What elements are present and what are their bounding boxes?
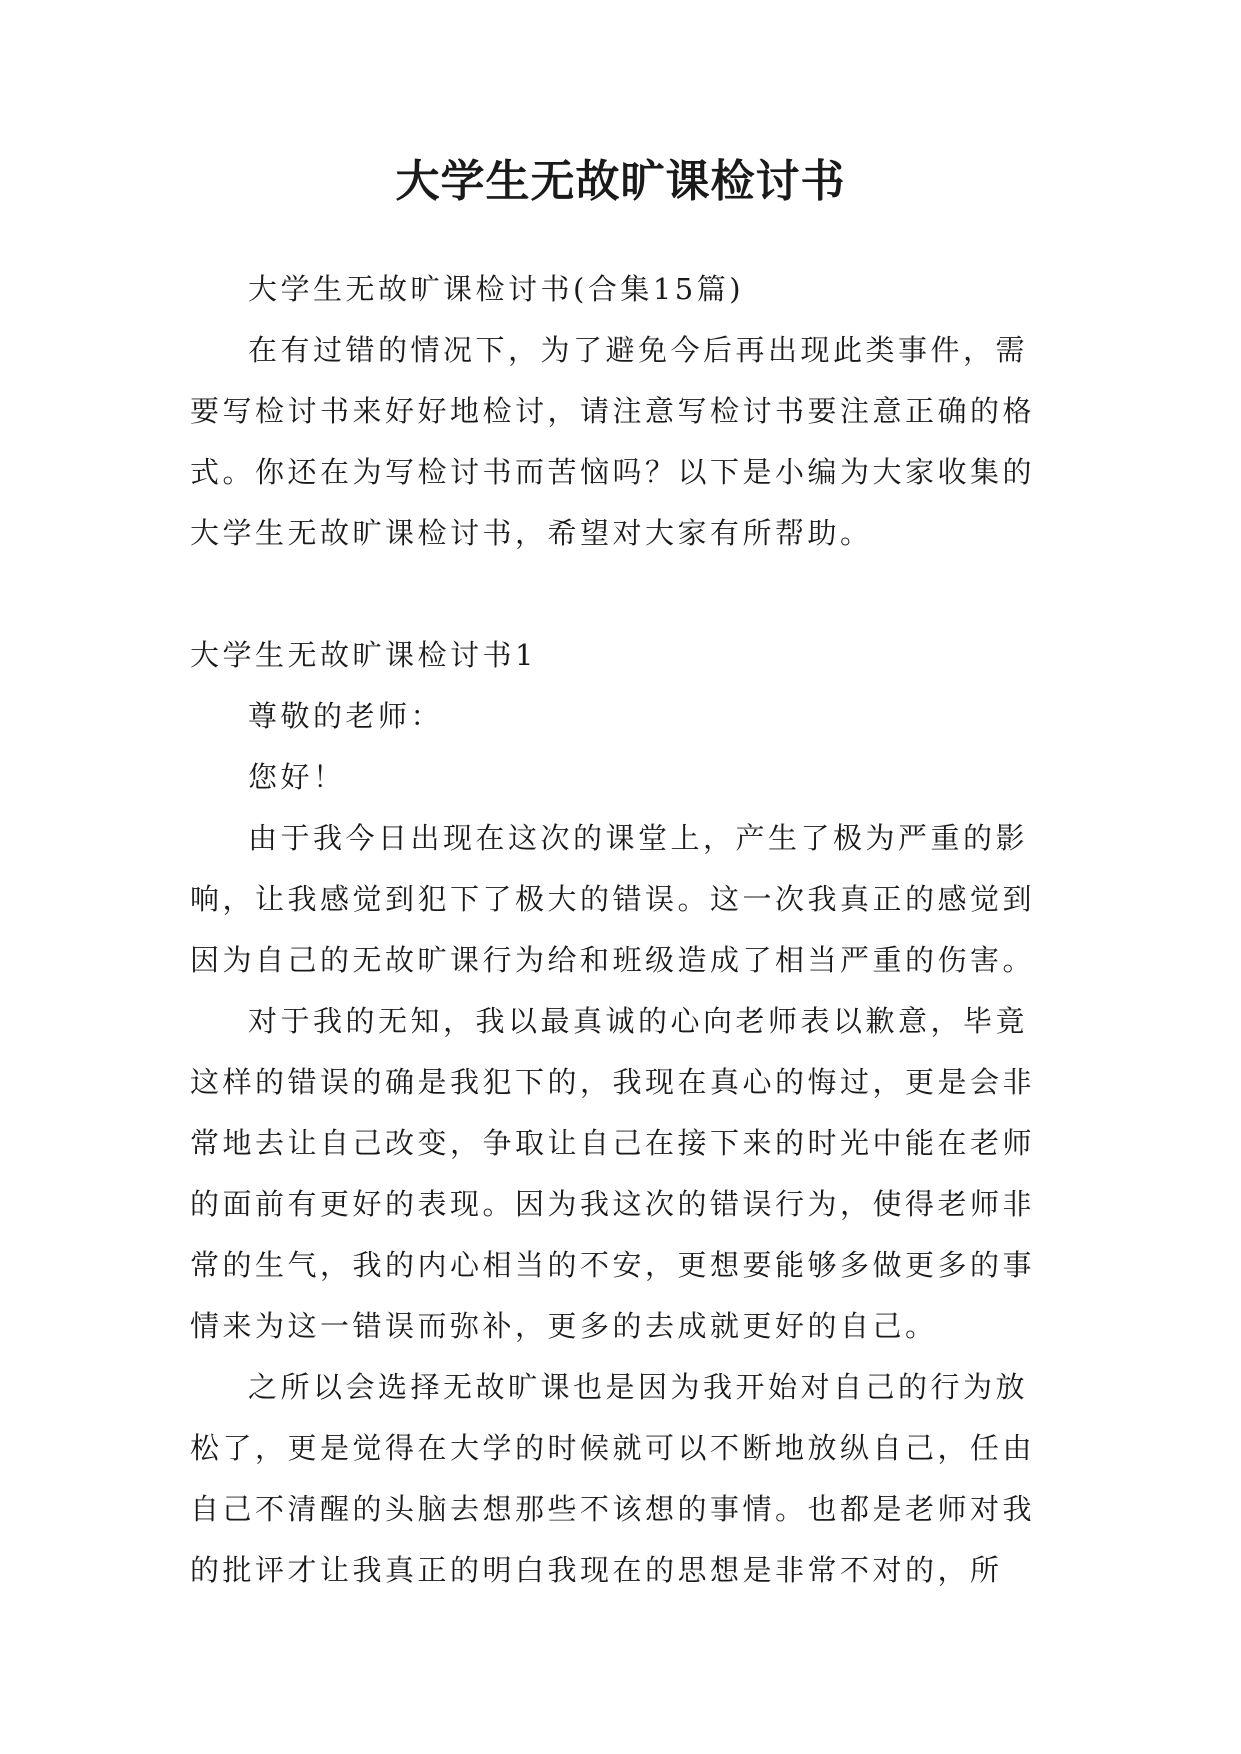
document-title: 大学生无故旷课检讨书 bbox=[395, 156, 846, 207]
salutation: 尊敬的老师： bbox=[248, 699, 444, 733]
paragraph-gap bbox=[190, 564, 1055, 625]
section-heading: 大学生无故旷课检讨书1 bbox=[190, 638, 537, 672]
document-body bbox=[190, 259, 1055, 1601]
greeting: 您好！ bbox=[248, 760, 346, 794]
body-paragraph-3: 之所以会选择无故旷课也是因为我开始对自己的行为放松了，更是觉得在大学的时候就可以不断地放纵自己，任由自己不清醒的头脑去想那些不该想的事情。也都是老师对我的批评才让我真正的明白我现在的思想是非常不对的，所 bbox=[190, 1370, 1036, 1587]
body-paragraph-1: 由于我今日出现在这次的课堂上，产生了极为严重的影响，让我感觉到犯下了极大的错误。这一次我真正的感觉到因为自己的无故旷课行为给和班级造成了相当严重的伤害。 bbox=[190, 821, 1036, 977]
intro-paragraph: 在有过错的情况下，为了避免今后再出现此类事件，需要写检讨书来好好地检讨，请注意写检讨书要注意正确的格式。你还在为写检讨书而苦恼吗？以下是小编为大家收集的大学生无故旷课检讨书，希望对大家有所帮助。 bbox=[190, 333, 1036, 550]
document-subtitle: 大学生无故旷课检讨书(合集15篇) bbox=[248, 272, 745, 306]
body-paragraph-2: 对于我的无知，我以最真诚的心向老师表以歉意，毕竟这样的错误的确是我犯下的，我现在真心的悔过，更是会非常地去让自己改变，争取让自己在接下来的时光中能在老师的面前有更好的表现。因为我这次的错误行为，使得老师非常的生气，我的内心相当的不安，更想要能够多做更多的事情来为这一错误而弥补，更多的去成就更好的自己。 bbox=[190, 1004, 1036, 1343]
